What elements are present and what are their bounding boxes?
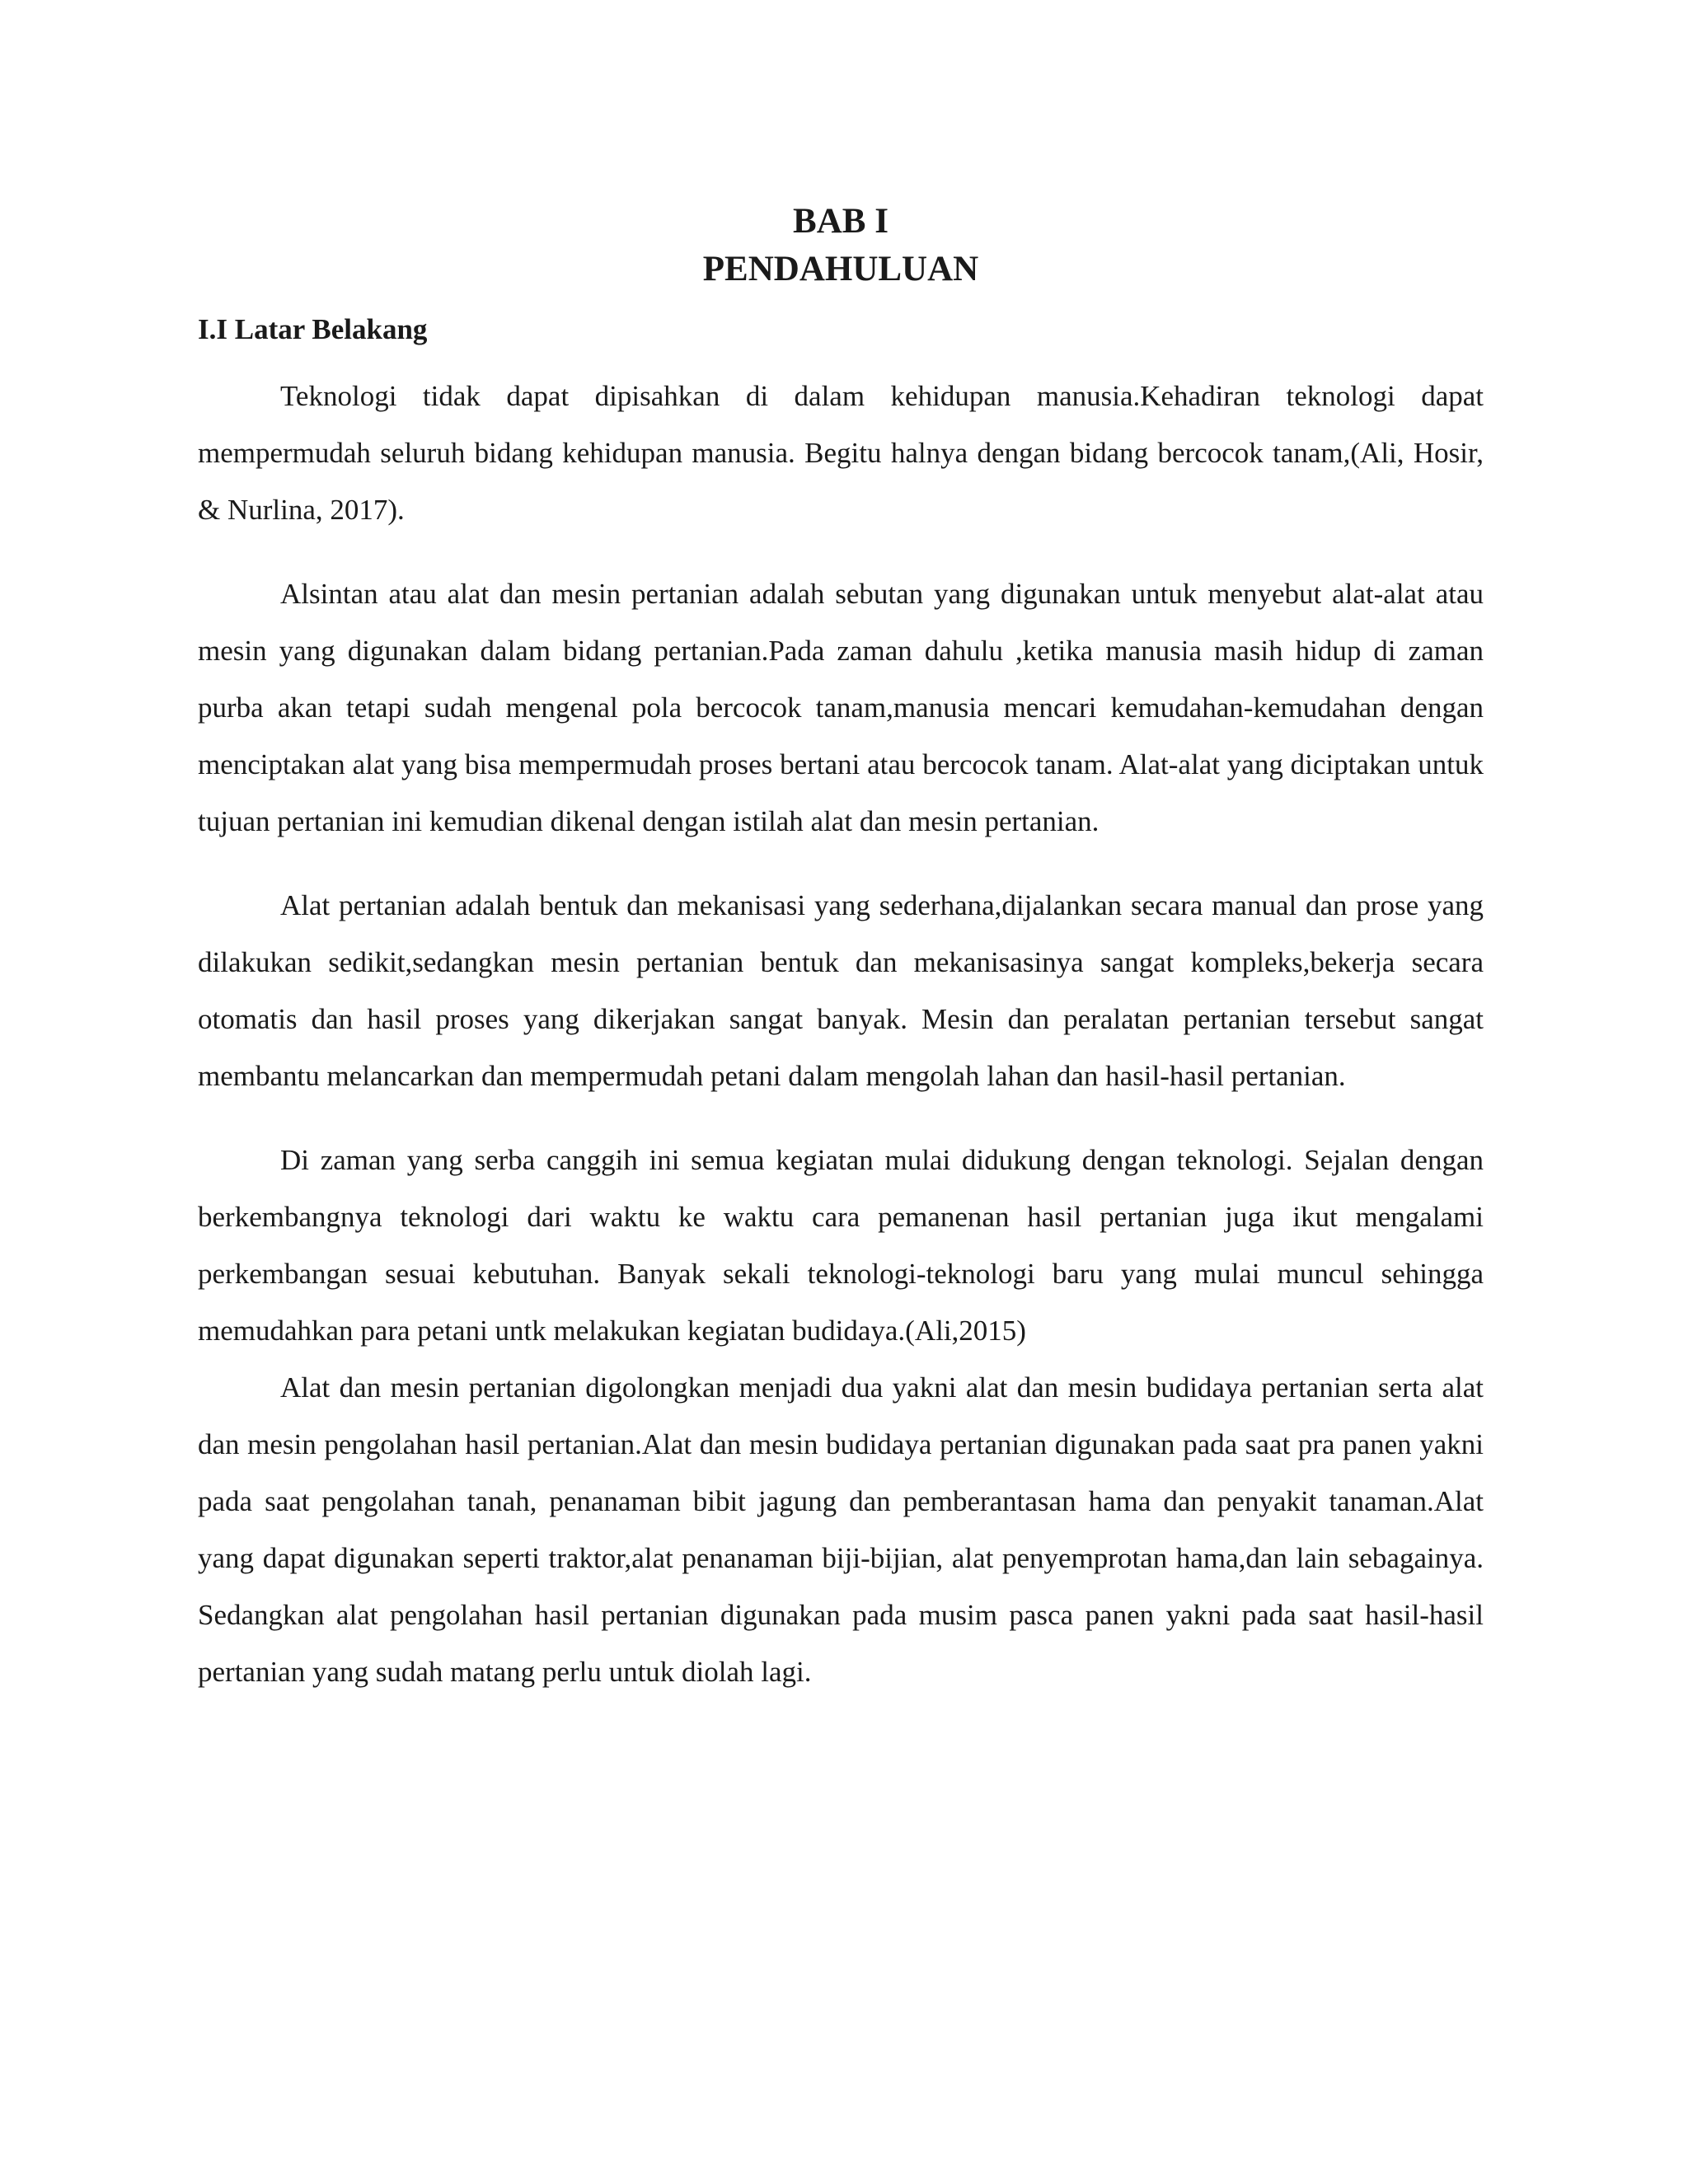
- paragraph-3: Alat pertanian adalah bentuk dan mekanisasi yang sederhana,dijalankan secara manual dan prose yang dilakukan sedikit,sedangkan mesin pertanian bentuk dan mekanisasinya sangat kompleks,bekerja secara otomatis dan hasil proses yang dikerjakan sangat banyak. Mesin dan peralatan pertanian tersebut sangat membantu melancarkan dan mempermudah petani dalam mengolah lahan dan hasil-hasil pertanian.: [198, 889, 1484, 1092]
- document-page: [198, 198, 1484, 1727]
- paragraph-2: Alsintan atau alat dan mesin pertanian adalah sebutan yang digunakan untuk menyebut alat-alat atau mesin yang digunakan dalam bidang pertanian.Pada zaman dahulu ,ketika manusia masih hidup di zaman purba akan tetapi sudah mengenal pola bercocok tanam,manusia mencari kemudahan-kemudahan dengan menciptakan alat yang bisa mempermudah proses bertani atau bercocok tanam. Alat-alat yang diciptakan untuk tujuan pertanian ini kemudian dikenal dengan istilah alat dan mesin pertanian.: [198, 578, 1484, 837]
- paragraph-1: Teknologi tidak dapat dipisahkan di dalam kehidupan manusia.Kehadiran teknologi dapat mempermudah seluruh bidang kehidupan manusia. Begitu halnya dengan bidang bercocok tanam,(Ali, Hosir, & Nurlina, 2017).: [198, 380, 1484, 526]
- section-heading: I.I Latar Belakang: [198, 313, 428, 345]
- chapter-title: PENDAHULUAN: [702, 250, 979, 288]
- paragraph-5: Alat dan mesin pertanian digolongkan menjadi dua yakni alat dan mesin budidaya pertanian serta alat dan mesin pengolahan hasil pertanian.Alat dan mesin budidaya pertanian digunakan pada saat pra panen yakni pada saat pengolahan tanah, penanaman bibit jagung dan pemberantasan hama dan penyakit tanaman.Alat yang dapat digunakan seperti traktor,alat penanaman biji-bijian, alat penyemprotan hama,dan lain sebagainya. Sedangkan alat pengolahan hasil pertanian digunakan pada musim pasca panen yakni pada saat hasil-hasil pertanian yang sudah matang perlu untuk diolah lagi.: [198, 1371, 1484, 1688]
- chapter-number: BAB I: [793, 202, 889, 241]
- paragraph-4: Di zaman yang serba canggih ini semua kegiatan mulai didukung dengan teknologi. Sejalan dengan berkembangnya teknologi dari waktu ke waktu cara pemanenan hasil pertanian juga ikut mengalami perkembangan sesuai kebutuhan. Banyak sekali teknologi-teknologi baru yang mulai muncul sehingga memudahkan para petani untk melakukan kegiatan budidaya.(Ali,2015): [198, 1144, 1484, 1347]
